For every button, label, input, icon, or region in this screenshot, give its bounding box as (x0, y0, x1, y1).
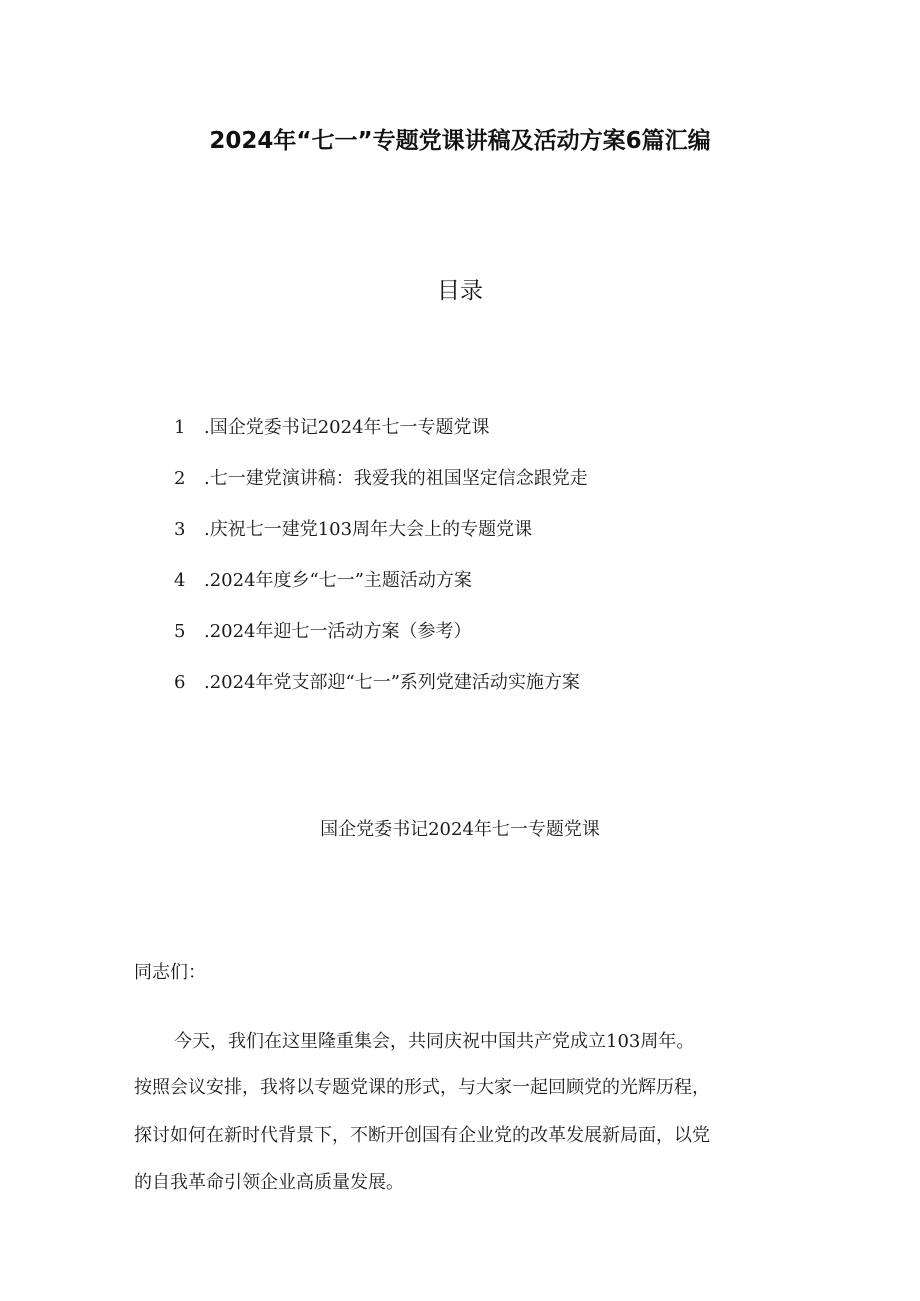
toc-item (174, 619, 588, 670)
toc-heading: 目录 (437, 278, 483, 304)
table-of-contents (174, 415, 588, 721)
toc-item-text: .2024年迎七一活动方案（参考） (204, 621, 472, 642)
toc-item (174, 670, 588, 721)
toc-item (174, 517, 588, 568)
toc-item-text: .2024年度乡“七一”主题活动方案 (204, 570, 472, 591)
toc-item-text: .七一建党演讲稿：我爱我的祖国坚定信念跟党走 (204, 468, 588, 489)
toc-item-text: .国企党委书记2024年七一专题党课 (204, 417, 490, 438)
paragraph-line: 的自我革命引领企业高质量发展。 (134, 1172, 404, 1193)
toc-item (174, 568, 588, 619)
document-title: 2024年“七一”专题党课讲稿及活动方案6篇汇编 (209, 128, 711, 154)
paragraph-line: 今天，我们在这里隆重集会，共同庆祝中国共产党成立103周年。 (174, 1031, 695, 1052)
toc-item-number: 5 (174, 621, 186, 642)
toc-item-text: .2024年党支部迎“七一”系列党建活动实施方案 (204, 672, 580, 693)
paragraph-line: 探讨如何在新时代背景下，不断开创国有企业党的改革发展新局面，以党 (134, 1125, 710, 1146)
section-title: 国企党委书记2024年七一专题党课 (320, 819, 600, 840)
toc-item (174, 466, 588, 517)
toc-item-number: 1 (174, 417, 186, 438)
toc-item-number: 4 (174, 570, 186, 591)
toc-item-number: 6 (174, 672, 186, 693)
paragraph-line: 按照会议安排，我将以专题党课的形式，与大家一起回顾党的光辉历程， (134, 1077, 710, 1098)
toc-item-number: 3 (174, 519, 186, 540)
salutation: 同志们： (134, 962, 206, 983)
toc-item-text: .庆祝七一建党103周年大会上的专题党课 (204, 519, 533, 540)
toc-item-number: 2 (174, 468, 186, 489)
toc-item (174, 415, 588, 466)
